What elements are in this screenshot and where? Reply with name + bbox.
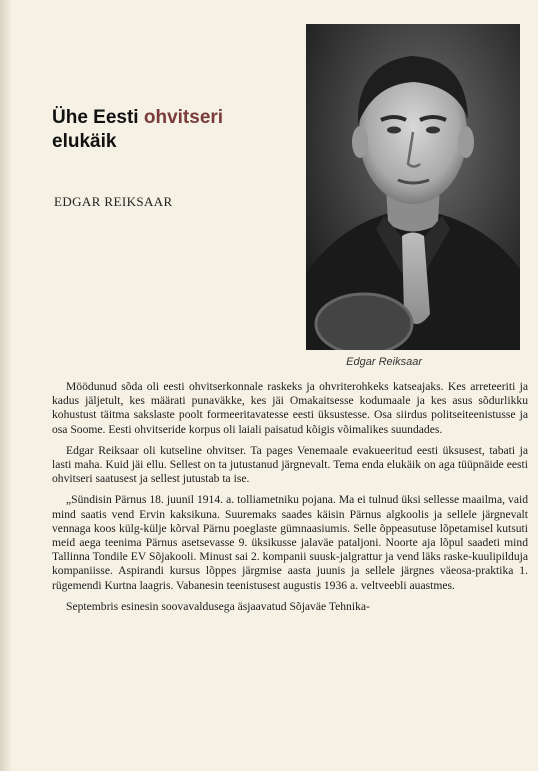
portrait-illustration bbox=[306, 24, 520, 350]
paragraph-1: Möödunud sõda oli eesti ohvitserkonnale raskeks ja ohvriterohkeks katseajaks. Kes arreteeriti ja kadus jäljetult, kes määrati punaväkke, kes jäi Omakaitsesse kodumaale ja kes asus sõdurlikku kohustust täitma sakslaste poolt formeeritavatesse eesti üksustesse. Osa siirdus politseiteenistusse ja osa Soome. Eesti ohvitseride korpus oli laiali paisatud kõigis võimalikes suundades. bbox=[52, 380, 528, 436]
page-edge bbox=[0, 0, 12, 771]
paragraph-2: Edgar Reiksaar oli kutseline ohvitser. Ta pages Venemaale evakueeritud eesti üksusest, tabati ja lasti maha. Kuid jäi ellu. Sellest on ta jutustanud järgnevalt. Tema enda elukäik on aga tüüpnäide eesti ohvitseri saatusest ja sellest jutustab ta ise. bbox=[52, 443, 528, 486]
paragraph-3: „Sündisin Pärnus 18. juunil 1914. a. tolliametniku pojana. Ma ei tulnud üksi sellesse maailma, vaid mind saatis vend Ervin kaksikuna. Suuremaks saades käisin Pärnus algkoolis ja sellele järgnevalt vennaga koos külg-külje kõrval Pärnu poeglaste gümnaasiumis. Selle õppeasutuse lõpetamisel kutsuti meid aega teenima Pärnus asetsevasse 9. üksikusse jalaväe pataljoni. Noorte aja lõpul saadeti mind Tallinna Tondile EV Sõjakooli. Minust sai 2. kompanii suusk-jalgrattur ja vend läks raske-kuulipilduja kompaniisse. Aspirandi kursus lõppes järgmise aasta juunis ja sellele järgnes väeosa-praktika 1. rügemendi Kurtna laagris. Vabanesin teenistusest augustis 1936 a. veltveebli auastmes. bbox=[52, 493, 528, 592]
author-portrait-photo bbox=[306, 24, 520, 350]
author-byline: EDGAR REIKSAAR bbox=[54, 194, 173, 209]
title-part-3: elukäik bbox=[52, 131, 117, 152]
photo-caption: Edgar Reiksaar bbox=[346, 356, 422, 368]
title-part-1: Ühe Eesti bbox=[52, 107, 144, 128]
paragraph-4: Septembris esinesin soovavaldusega äsjaavatud Sõjaväe Tehnika- bbox=[66, 599, 370, 613]
article-body bbox=[52, 380, 528, 621]
title-part-2: ohvitseri bbox=[143, 107, 224, 128]
article-title bbox=[52, 106, 292, 154]
